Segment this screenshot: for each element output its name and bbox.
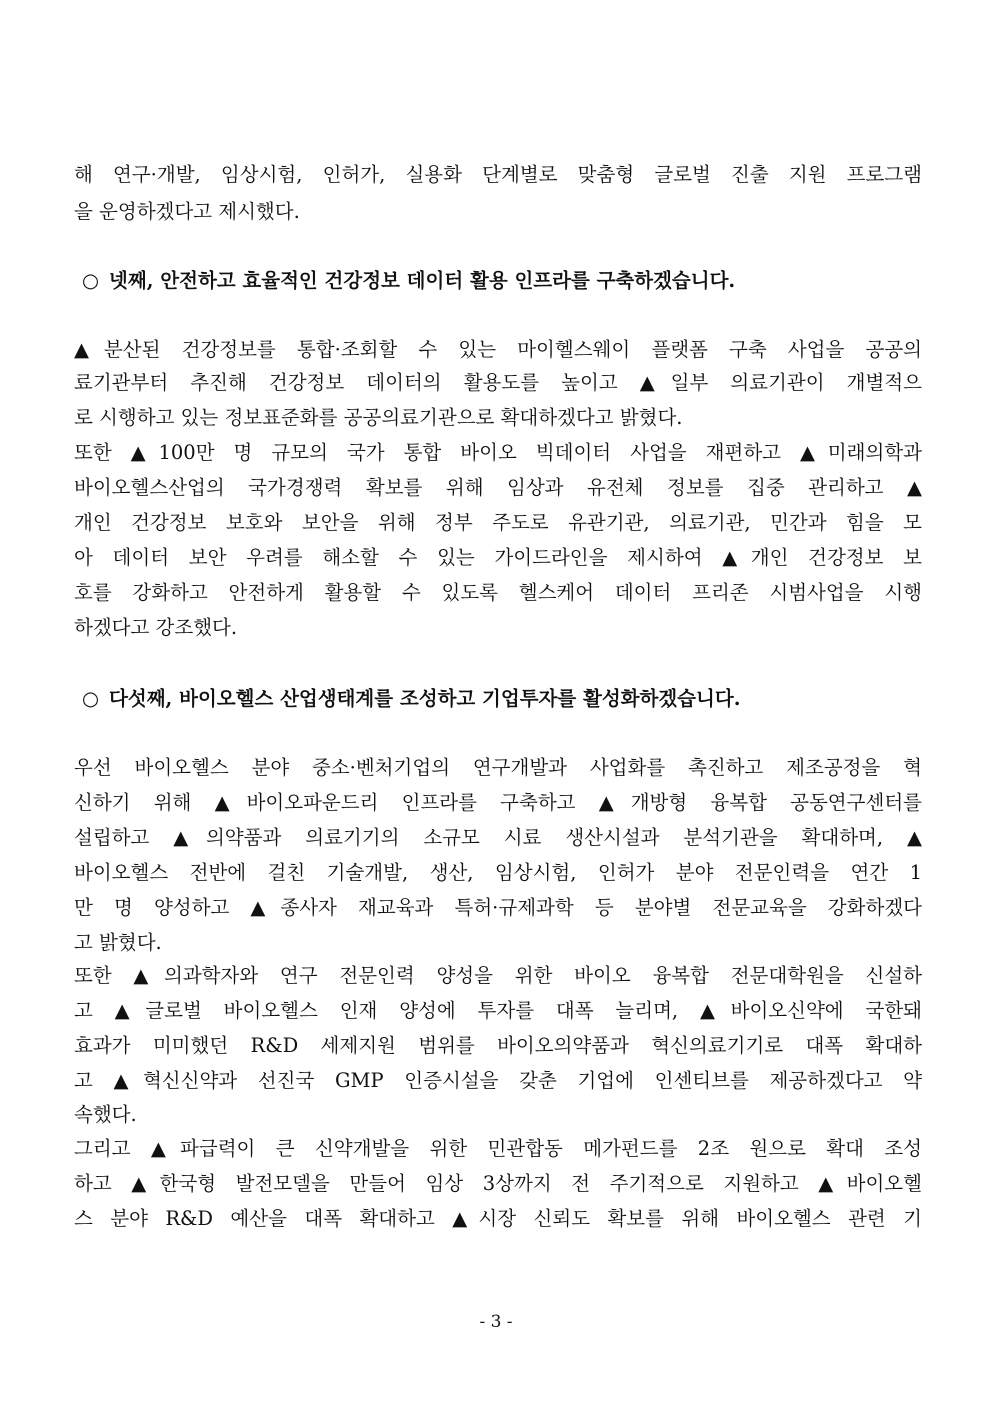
paragraph-line: ▲분산된 건강정보를 통합·조회할 수 있는 마이헬스웨이 플랫폼 구축 사업을 공공의 <box>74 338 922 361</box>
paragraph-line: 바이오헬스 전반에 걸친 기술개발, 생산, 임상시험, 인허가 분야 전문인력을 연간 1 <box>74 861 922 884</box>
paragraph-line: 고 밝혔다. <box>74 931 162 954</box>
paragraph-line: 신하기 위해 ▲바이오파운드리 인프라를 구축하고 ▲개방형 융복합 공동연구센터를 <box>74 791 922 814</box>
circle-bullet-icon: ○ <box>82 269 100 292</box>
paragraph-line: 효과가 미미했던 R&D 세제지원 범위를 바이오의약품과 혁신의료기기로 대폭 확대하 <box>74 1034 922 1057</box>
paragraph-line: 개인 건강정보 보호와 보안을 위해 정부 주도로 유관기관, 의료기관, 민간과 힘을 모 <box>74 511 922 534</box>
paragraph-line: 을 운영하겠다고 제시했다. <box>74 200 300 223</box>
paragraph-line: 그리고 ▲파급력이 큰 신약개발을 위한 민관합동 메가펀드를 2조 원으로 확대 조성 <box>74 1137 922 1160</box>
page-number: - 3 - <box>479 1312 513 1332</box>
paragraph-line: 호를 강화하고 안전하게 활용할 수 있도록 헬스케어 데이터 프리존 시범사업을 시행 <box>74 581 922 604</box>
paragraph-line: 또한 ▲의과학자와 연구 전문인력 양성을 위한 바이오 융복합 전문대학원을 신설하 <box>74 964 922 987</box>
paragraph-line: 고 ▲혁신신약과 선진국 GMP 인증시설을 갖춘 기업에 인센티브를 제공하겠다고 약 <box>74 1069 922 1092</box>
paragraph-line: 또한 ▲100만 명 규모의 국가 통합 바이오 빅데이터 사업을 재편하고 ▲미래의학과 <box>74 441 922 464</box>
paragraph-line: 설립하고 ▲의약품과 의료기기의 소규모 시료 생산시설과 분석기관을 확대하며, ▲ <box>74 826 922 849</box>
paragraph-line: 속했다. <box>74 1103 137 1126</box>
paragraph-line: 하고 ▲한국형 발전모델을 만들어 임상 3상까지 전 주기적으로 지원하고 ▲바이오헬 <box>74 1172 922 1195</box>
section-heading-text: 넷째, 안전하고 효율적인 건강정보 데이터 활용 인프라를 구축하겠습니다. <box>109 269 736 292</box>
paragraph-line: 하겠다고 강조했다. <box>74 616 238 639</box>
paragraph-line: 우선 바이오헬스 분야 중소·벤처기업의 연구개발과 사업화를 촉진하고 제조공정을 혁 <box>74 756 922 779</box>
section-heading-5 <box>82 680 922 718</box>
paragraph-line: 바이오헬스산업의 국가경쟁력 확보를 위해 임상과 유전체 정보를 집중 관리하고 ▲ <box>74 476 922 499</box>
paragraph-line: 해 연구·개발, 임상시험, 인허가, 실용화 단계별로 맞춤형 글로벌 진출 지원 프로그램 <box>74 163 922 186</box>
paragraph-line: 로 시행하고 있는 정보표준화를 공공의료기관으로 확대하겠다고 밝혔다. <box>74 406 683 429</box>
paragraph-line: 고 ▲글로벌 바이오헬스 인재 양성에 투자를 대폭 늘리며, ▲바이오신약에 국한돼 <box>74 999 922 1022</box>
section-heading-text: 다섯째, 바이오헬스 산업생태계를 조성하고 기업투자를 활성화하겠습니다. <box>109 687 741 710</box>
section-heading-4 <box>82 262 922 300</box>
circle-bullet-icon: ○ <box>82 687 100 710</box>
paragraph-line: 료기관부터 추진해 건강정보 데이터의 활용도를 높이고 ▲일부 의료기관이 개별적으 <box>74 371 922 394</box>
paragraph-line: 만 명 양성하고 ▲종사자 재교육과 특허·규제과학 등 분야별 전문교육을 강화하겠다 <box>74 896 922 919</box>
paragraph-line: 스 분야 R&D 예산을 대폭 확대하고 ▲시장 신뢰도 확보를 위해 바이오헬스 관련 기 <box>74 1207 922 1230</box>
paragraph-line: 아 데이터 보안 우려를 해소할 수 있는 가이드라인을 제시하여 ▲개인 건강정보 보 <box>74 546 922 569</box>
